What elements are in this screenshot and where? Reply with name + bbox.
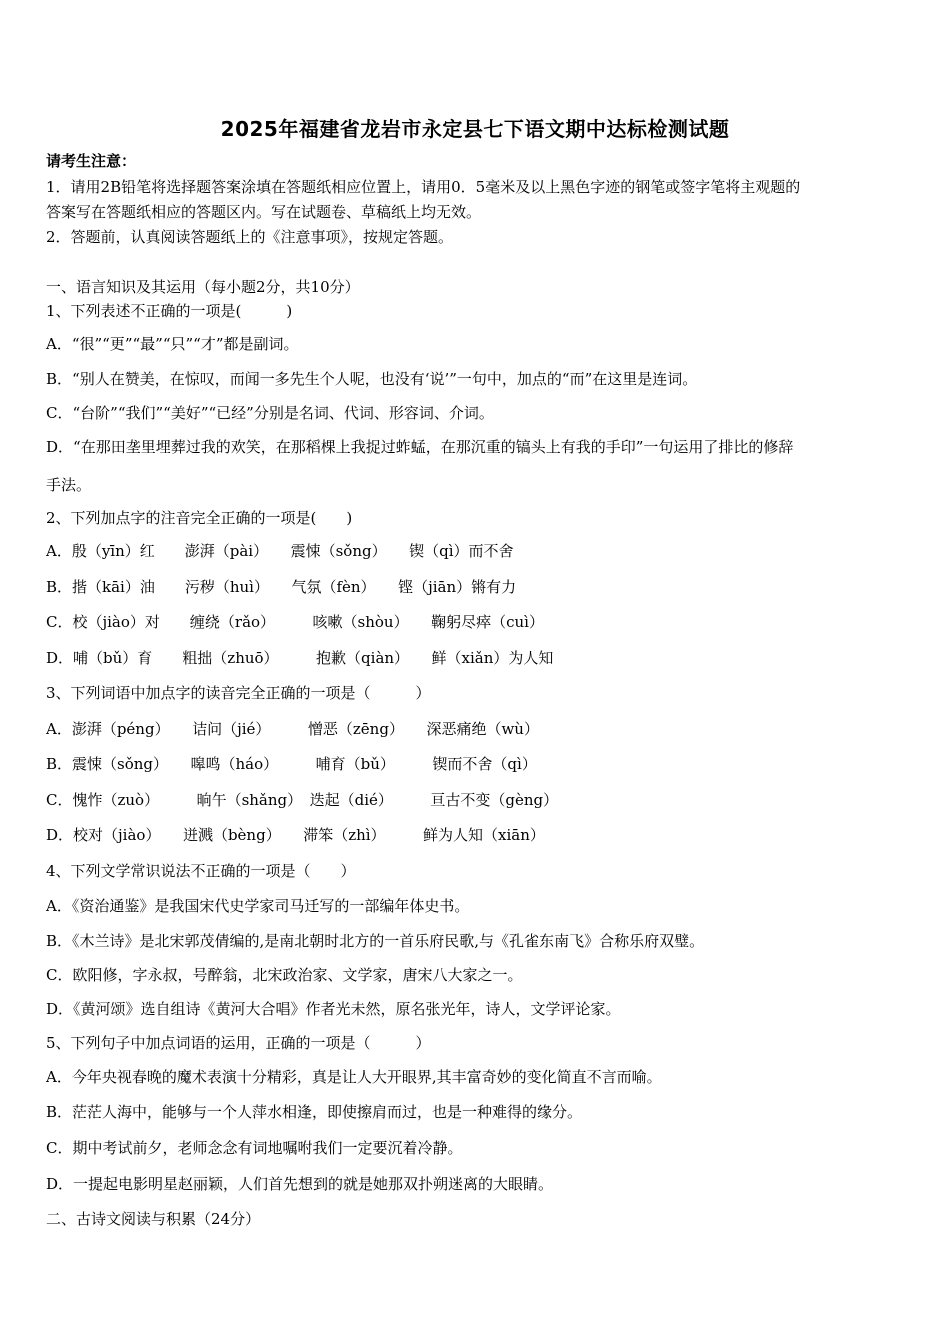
q3-option-d: D．校对（jiào） 迸溅（bèng） 滞笨（zhì） 鲜为人知（xiān） <box>46 826 545 844</box>
q5-option-a: A．今年央视春晚的魔术表演十分精彩，真是让人大开眼界,其丰富奇妙的变化简直不言而喻。 <box>46 1068 662 1086</box>
q2-option-c: C．校（jiào）对 缠绕（rǎo） 咳嗽（shòu） 鞠躬尽瘁（cuì） <box>46 613 544 631</box>
q3-stem: 3、下列词语中加点字的读音完全正确的一项是（ ） <box>46 684 431 702</box>
q1-option-b: B．“别人在赞美，在惊叹，而闻一多先生个人呢，也没有‘说’”一句中，加点的“而”在这里是连词。 <box>46 370 698 388</box>
notice-item-2: 2．答题前，认真阅读答题纸上的《注意事项》，按规定答题。 <box>46 228 454 246</box>
q1-stem: 1、下列表述不正确的一项是( ) <box>46 302 293 320</box>
q5-option-c: C．期中考试前夕，老师念念有词地嘱咐我们一定要沉着冷静。 <box>46 1139 463 1157</box>
q4-stem: 4、下列文学常识说法不正确的一项是（ ） <box>46 862 356 880</box>
q5-option-b: B．茫茫人海中，能够与一个人萍水相逢，即使擦肩而过，也是一种难得的缘分。 <box>46 1103 583 1121</box>
notice-item-1-line-1: 1．请用2B铅笔将选择题答案涂填在答题纸相应位置上，请用0．5毫米及以上黑色字迹的钢笔或签字笔将主观题的 <box>46 178 801 196</box>
section-1-heading: 一、语言知识及其运用（每小题2分，共10分） <box>46 278 360 296</box>
q2-option-a: A．殷（yīn）红 澎湃（pài） 震悚（sǒng） 锲（qì）而不舍 <box>46 542 514 560</box>
q2-option-b: B．揩（kāi）油 污秽（huì） 气氛（fèn） 铿（jiān）锵有力 <box>46 578 517 596</box>
q5-option-d: D．一提起电影明星赵丽颖，人们首先想到的就是她那双扑朔迷离的大眼睛。 <box>46 1175 554 1193</box>
notice-heading: 请考生注意： <box>46 152 137 170</box>
q3-option-b: B．震悚（sǒng） 嗥鸣（háo） 哺育（bǔ） 锲而不舍（qì） <box>46 755 537 773</box>
notice-item-1-line-2: 答案写在答题纸相应的答题区内。写在试题卷、草稿纸上均无效。 <box>46 203 482 221</box>
q4-option-b: B．《木兰诗》是北宋郭茂倩编的,是南北朝时北方的一首乐府民歌,与《孔雀东南飞》合称乐府双璧。 <box>46 932 705 950</box>
q1-option-c: C．“台阶”“我们”“美好”“已经”分别是名词、代词、形容词、介词。 <box>46 404 494 422</box>
q2-option-d: D．哺（bǔ）育 粗拙（zhuō） 抱歉（qiàn） 鲜（xiǎn）为人知 <box>46 649 554 667</box>
q1-option-d-line-2: 手法。 <box>46 476 92 494</box>
q1-option-d-line-1: D．“在那田垄里埋葬过我的欢笑，在那稻棵上我捉过蚱蜢，在那沉重的镐头上有我的手印”一句运用了排比的修辞 <box>46 438 794 456</box>
q2-stem: 2、下列加点字的注音完全正确的一项是( ) <box>46 509 353 527</box>
q3-option-c: C．愧怍（zuò） 晌午（shǎng） 迭起（dié） 亘古不变（gèng） <box>46 791 559 809</box>
q4-option-a: A．《资治通鉴》是我国宋代史学家司马迁写的一部编年体史书。 <box>46 897 470 915</box>
q5-stem: 5、下列句子中加点词语的运用，正确的一项是（ ） <box>46 1034 431 1052</box>
q4-option-c: C．欧阳修，字永叔，号醉翁，北宋政治家、文学家，唐宋八大家之一。 <box>46 966 523 984</box>
q1-option-a: A．“很”“更”“最”“只”“才”都是副词。 <box>46 335 299 353</box>
page-title: 2025年福建省龙岩市永定县七下语文期中达标检测试题 <box>220 117 730 141</box>
section-2-heading: 二、古诗文阅读与积累（24分） <box>46 1210 261 1228</box>
q4-option-d: D．《黄河颂》选自组诗《黄河大合唱》作者光未然，原名张光年，诗人，文学评论家。 <box>46 1000 621 1018</box>
q3-option-a: A．澎湃（péng） 诘问（jié） 憎恶（zēng） 深恶痛绝（wù） <box>46 720 539 738</box>
